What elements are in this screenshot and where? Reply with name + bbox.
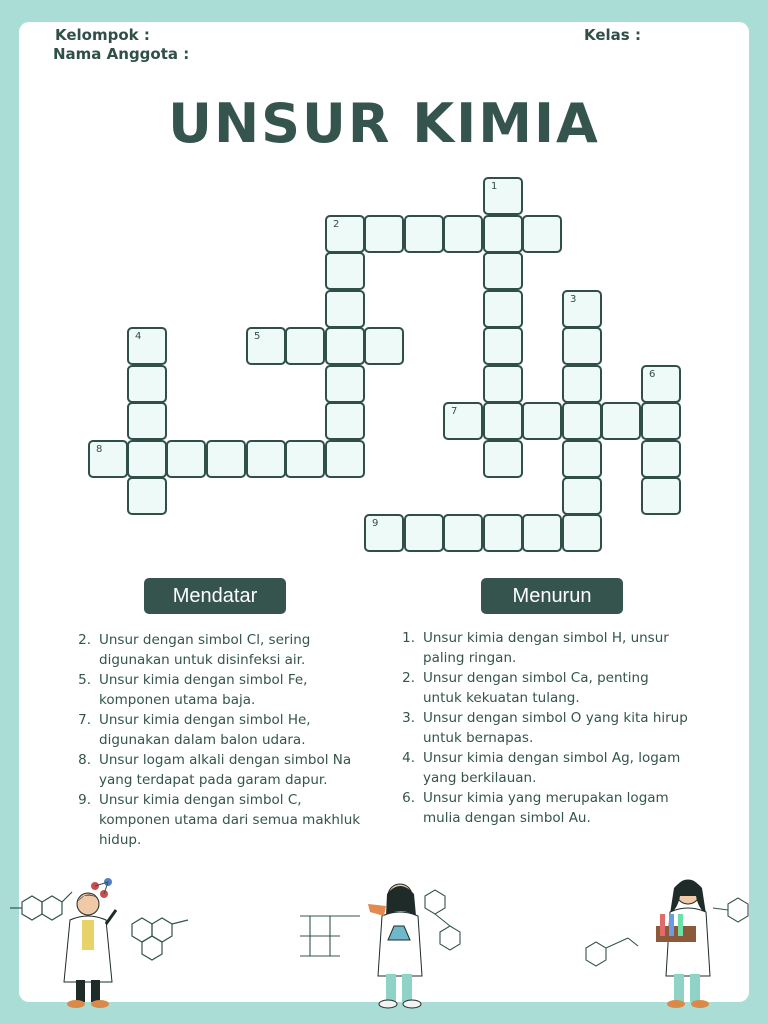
crossword-cell[interactable]: [483, 365, 523, 403]
crossword-cell[interactable]: [483, 177, 523, 215]
crossword-cell[interactable]: [364, 514, 404, 552]
crossword-cell[interactable]: [483, 514, 523, 552]
crossword-cell[interactable]: [325, 290, 365, 328]
crossword-cell[interactable]: [325, 215, 365, 253]
crossword-cell[interactable]: [246, 440, 286, 478]
scientist-with-flask-illustration: [290, 876, 480, 1011]
clue-number: 2: [333, 219, 340, 230]
crossword-cell[interactable]: [285, 440, 325, 478]
across-heading: Mendatar: [144, 578, 286, 614]
crossword-cell[interactable]: [88, 440, 128, 478]
crossword-cell[interactable]: [483, 440, 523, 478]
clue-number: 6: [649, 369, 656, 380]
crossword-cell[interactable]: [562, 290, 602, 328]
down-clue-list: [391, 628, 691, 828]
crossword-cell[interactable]: [404, 514, 444, 552]
crossword-cell[interactable]: [206, 440, 246, 478]
crossword-cell[interactable]: [641, 477, 681, 515]
crossword-cell[interactable]: [325, 327, 365, 365]
crossword-cell[interactable]: [562, 440, 602, 478]
clue-number: 9: [372, 518, 379, 529]
crossword-cell[interactable]: [246, 327, 286, 365]
across-clue: 9. Unsur kimia dengan simbol C, komponen utama dari semua makhluk hidup.: [78, 792, 361, 848]
crossword-cell[interactable]: [483, 252, 523, 290]
crossword-cell[interactable]: [127, 440, 167, 478]
crossword-cell[interactable]: [562, 402, 602, 440]
crossword-cell[interactable]: [364, 215, 404, 253]
across-clue: 2. Unsur dengan simbol Cl, sering digunakan untuk disinfeksi air.: [78, 632, 311, 668]
crossword-cell[interactable]: [166, 440, 206, 478]
crossword-cell[interactable]: [285, 327, 325, 365]
crossword-cell[interactable]: [562, 514, 602, 552]
crossword-cell[interactable]: [325, 440, 365, 478]
group-label: Kelompok :: [55, 26, 150, 44]
crossword-cell[interactable]: [443, 215, 483, 253]
across-clue: 8. Unsur logam alkali dengan simbol Na yang terdapat pada garam dapur.: [78, 752, 352, 788]
clue-number: 1: [491, 181, 498, 192]
crossword-cell[interactable]: [127, 402, 167, 440]
crossword-cell[interactable]: [483, 402, 523, 440]
crossword-cell[interactable]: [641, 440, 681, 478]
crossword-cell[interactable]: [404, 215, 444, 253]
across-clue-list: [67, 630, 367, 850]
crossword-cell[interactable]: [443, 402, 483, 440]
crossword-cell[interactable]: [601, 402, 641, 440]
crossword-cell[interactable]: [443, 514, 483, 552]
down-clue: 1. Unsur kimia dengan simbol H, unsur paling ringan.: [402, 630, 669, 666]
crossword-cell[interactable]: [562, 327, 602, 365]
crossword-cell[interactable]: [522, 402, 562, 440]
across-clue: 7. Unsur kimia dengan simbol He, digunakan dalam balon udara.: [78, 712, 311, 748]
clue-number: 5: [254, 331, 261, 342]
crossword-cell[interactable]: [127, 327, 167, 365]
crossword-cell[interactable]: [325, 402, 365, 440]
down-clue: 3. Unsur dengan simbol O yang kita hirup untuk bernapas.: [402, 710, 688, 746]
clue-number: 4: [135, 331, 142, 342]
down-clue: 4. Unsur kimia dengan simbol Ag, logam yang berkilauan.: [402, 750, 681, 786]
clue-number: 8: [96, 444, 103, 455]
down-clue: 2. Unsur dengan simbol Ca, penting untuk kekuatan tulang.: [402, 670, 649, 706]
crossword-cell[interactable]: [483, 290, 523, 328]
crossword-cell[interactable]: [641, 365, 681, 403]
down-clue: 6. Unsur kimia yang merupakan logam mulia dengan simbol Au.: [402, 790, 669, 826]
crossword-cell[interactable]: [483, 215, 523, 253]
crossword-cell[interactable]: [325, 365, 365, 403]
members-label: Nama Anggota :: [53, 45, 190, 63]
crossword-cell[interactable]: [127, 365, 167, 403]
crossword-cell[interactable]: [325, 252, 365, 290]
crossword-cell[interactable]: [127, 477, 167, 515]
page-title: UNSUR KIMIA: [168, 92, 600, 155]
scientist-with-test-tubes-illustration: [568, 868, 758, 1013]
crossword-cell[interactable]: [641, 402, 681, 440]
crossword-cell[interactable]: [522, 215, 562, 253]
down-heading: Menurun: [481, 578, 623, 614]
clue-number: 7: [451, 406, 458, 417]
crossword-cell[interactable]: [562, 477, 602, 515]
crossword-cell[interactable]: [562, 365, 602, 403]
across-clue: 5. Unsur kimia dengan simbol Fe, komponen utama baja.: [78, 672, 308, 708]
crossword-cell[interactable]: [483, 327, 523, 365]
crossword-cell[interactable]: [364, 327, 404, 365]
class-label: Kelas :: [584, 26, 641, 44]
crossword-cell[interactable]: [522, 514, 562, 552]
clue-number: 3: [570, 294, 577, 305]
scientist-with-molecule-illustration: [0, 862, 200, 1012]
